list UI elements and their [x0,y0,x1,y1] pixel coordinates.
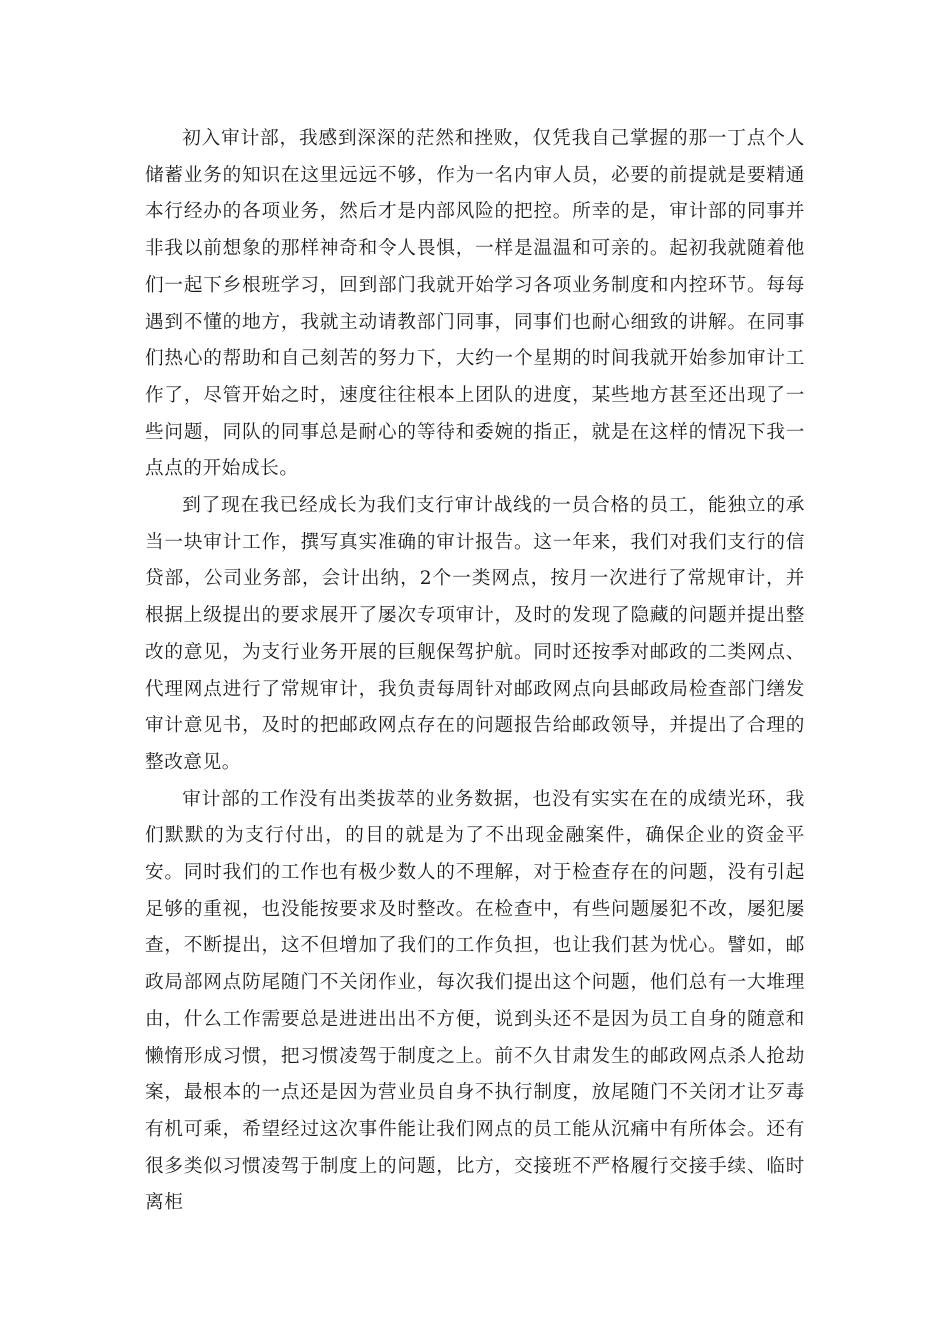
paragraph-2: 到了现在我已经成长为我们支行审计战线的一员合格的员工，能独立的承当一块审计工作，撰写真实准确的审计报告。这一年来，我们对我们支行的信贷部，公司业务部，会计出纳，2个一类网点，按月一次进行了常规审计，并根据上级提出的要求展开了屡次专项审计，及时的发现了隐藏的问题并提出整改的意见，为支行业务开展的巨舰保驾护航。同时还按季对邮政的二类网点、代理网点进行了常规审计，我负责每周针对邮政网点向县邮政局检查部门缮发审计意见书，及时的把邮政网点存在的问题报告给邮政领导，并提出了合理的整改意见。 [145,495,805,773]
document-body [145,121,805,1222]
paragraph-1: 初入审计部，我感到深深的茫然和挫败，仅凭我自己掌握的那一丁点个人储蓄业务的知识在这里远远不够，作为一名内审人员，必要的前提就是要精通本行经办的各项业务，然后才是内部风险的把控。所幸的是，审计部的同事并非我以前想象的那样神奇和令人畏惧，一样是温温和可亲的。起初我就随着他们一起下乡根班学习，回到部门我就开始学习各项业务制度和内控环节。每每遇到不懂的地方，我就主动请教部门同事，同事们也耐心细致的讲解。在同事们热心的帮助和自己刻苦的努力下，大约一个星期的时间我就开始参加审计工作了，尽管开始之时，速度往往根本上团队的进度，某些地方甚至还出现了一些问题，同队的同事总是耐心的等待和委婉的指正，就是在这样的情况下我一点点的开始成长。 [145,128,805,480]
paragraph-3: 审计部的工作没有出类拔萃的业务数据，也没有实实在在的成绩光环，我们默默的为支行付出，的目的就是为了不出现金融案件，确保企业的资金平安。同时我们的工作也有极少数人的不理解，对于检查存在的问题，没有引起足够的重视，也没能按要求及时整改。在检查中，有些问题屡犯不改，屡犯屡查，不断提出，这不但增加了我们的工作负担，也让我们甚为忧心。譬如，邮政局部网点防尾随门不关闭作业，每次我们提出这个问题，他们总有一大堆理由，什么工作需要总是进进出出不方便，说到头还不是因为员工自身的随意和懒惰形成习惯，把习惯凌驾于制度之上。前不久甘肃发生的邮政网点杀人抢劫案，最根本的一点还是因为营业员自身不执行制度，放尾随门不关闭才让歹毒有机可乘，希望经过这次事件能让我们网点的员工能从沉痛中有所体会。还有很多类似习惯凌驾于制度上的问题，比方，交接班不严格履行交接手续、临时离柜 [145,788,805,1214]
